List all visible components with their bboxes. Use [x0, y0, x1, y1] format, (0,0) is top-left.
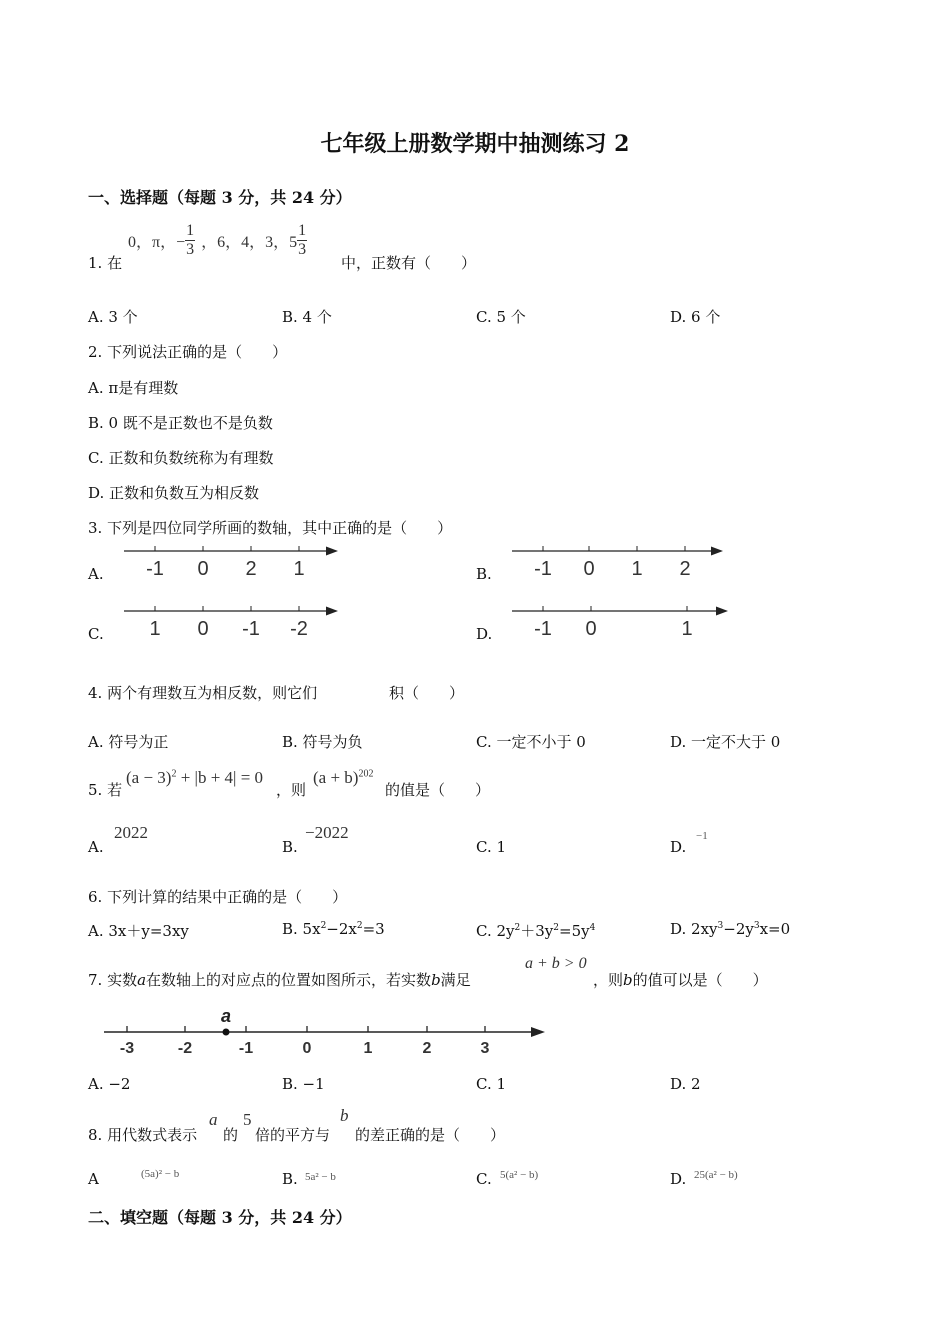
q6-d-s2: 3	[753, 921, 760, 931]
q6-stem: 6. 下列计算的结果中正确的是（ ）	[88, 888, 348, 906]
q1-option-a: A. 3 个	[88, 308, 138, 326]
q6-b-2: −2x	[326, 920, 357, 938]
q6-option-c	[476, 920, 595, 941]
q6-b-3: =3	[362, 920, 385, 938]
q4-option-b: B. 符号为负	[282, 733, 363, 751]
q4-option-d: D. 一定不大于 0	[670, 733, 781, 751]
axis-arrow	[326, 547, 338, 556]
q4-stem-b: 积（ ）	[389, 684, 465, 702]
q7-option-c: C. 1	[476, 1075, 507, 1093]
q8-option-a-label: A	[88, 1170, 99, 1188]
q7-var-b: b	[431, 971, 441, 989]
q7-stem-a: 7. 实数	[88, 971, 138, 989]
q6-c-2: ＋3y	[520, 922, 554, 940]
q3-stem: 3. 下列是四位同学所画的数轴，其中正确的是（ ）	[88, 519, 453, 537]
q6-c-s1: 2	[514, 923, 521, 933]
q3-number-line-c	[120, 602, 345, 642]
q1-frac2-denominator: 3	[298, 240, 307, 258]
q1-option-c: C. 5 个	[476, 308, 526, 326]
q8-option-c-label: C.	[476, 1170, 492, 1188]
q6-d-2: −2y	[723, 920, 754, 938]
q8-var-b: b	[340, 1106, 349, 1125]
q3-label-a: A.	[88, 565, 104, 583]
q2-stem: 2. 下列说法正确的是（ ）	[88, 343, 288, 361]
tick-label: 2	[679, 558, 691, 580]
q1-prefix: 1. 在	[88, 254, 123, 272]
tick-label: -1	[146, 558, 164, 580]
q3-number-line-d	[508, 602, 738, 642]
tick-label: -2	[290, 618, 308, 640]
q1-option-b: B. 4 个	[282, 308, 332, 326]
q6-b-s2: 2	[356, 921, 363, 931]
q7-stem	[88, 969, 471, 990]
q8-num5: 5	[243, 1110, 252, 1129]
q6-b-s1: 2	[320, 921, 327, 931]
tick-label: 1	[293, 558, 305, 580]
q8-option-d-label: D.	[670, 1170, 687, 1188]
q1-frac2-numerator: 1	[298, 222, 307, 239]
q8-option-b-value: 5a² − b	[305, 1171, 336, 1183]
q8-stem-c: 倍的平方与	[255, 1126, 331, 1144]
q7-option-d: D. 2	[670, 1075, 701, 1093]
q6-c-3: =5y	[559, 922, 590, 940]
q7-stem-c: 满足	[440, 971, 471, 989]
q8-option-a-value: (5a)² − b	[141, 1168, 180, 1180]
q5-mid: ，则	[276, 781, 307, 799]
q7-var-b2: b	[623, 971, 633, 989]
q1-frac1-denominator: 3	[186, 240, 195, 258]
q8-option-b-label: B.	[282, 1170, 298, 1188]
q7-stem-tail	[593, 969, 768, 990]
q8-var-a: a	[209, 1110, 218, 1129]
q3-label-c: C.	[88, 625, 104, 643]
q7-number-line	[100, 1005, 555, 1065]
axis-arrow	[716, 607, 728, 616]
q5-expr2: (a + b)	[313, 768, 359, 787]
q7-stem-e: 的值可以是（ ）	[632, 971, 768, 989]
q2-option-d: D. 正数和负数互为相反数	[88, 484, 260, 502]
q5-expression	[313, 768, 373, 788]
q4-option-c: C. 一定不小于 0	[476, 733, 586, 751]
q1-fraction-2	[297, 222, 307, 258]
q5-exp2: 202	[358, 768, 374, 780]
q5-suffix: 的值是（ ）	[385, 781, 491, 799]
tick-label: -1	[534, 558, 552, 580]
q4-option-a: A. 符号为正	[88, 733, 169, 751]
q8-stem-b: 的	[223, 1126, 239, 1144]
q4-stem-a: 4. 两个有理数互为相反数，则它们	[88, 684, 318, 702]
tick-label: 0	[585, 618, 597, 640]
q1-suffix: 中，正数有（ ）	[341, 254, 477, 272]
tick-label: -1	[242, 618, 260, 640]
axis-arrow	[531, 1027, 545, 1037]
tick-label: 2	[245, 558, 257, 580]
axis-arrow	[326, 607, 338, 616]
tick-label: 1	[681, 618, 693, 640]
q1-expr-b: ，6，4，3，5	[201, 233, 298, 251]
tick-label: 2	[422, 1040, 432, 1057]
q5-expr1: (a − 3)	[126, 768, 172, 787]
q7-option-b: B. −1	[282, 1075, 325, 1093]
q6-c-1: C. 2y	[476, 922, 515, 940]
q1-expr-a: 0，π，−	[128, 233, 186, 251]
q5-option-c: C. 1	[476, 838, 507, 856]
q3-number-line-b	[508, 542, 733, 582]
q1-fraction-1	[185, 222, 195, 258]
q5-option-b-value: −2022	[305, 823, 349, 842]
tick-label: 0	[302, 1040, 312, 1057]
q5-option-d-label: D.	[670, 838, 687, 856]
q8-option-c-value: 5(a² − b)	[500, 1169, 539, 1181]
section-2-heading: 二、填空题（每题 3 分，共 24 分）	[88, 1208, 352, 1227]
q2-option-b: B. 0 既不是正数也不是负数	[88, 414, 273, 432]
tick-label: 3	[480, 1040, 490, 1057]
q3-number-line-a	[120, 542, 345, 582]
q6-option-d	[670, 920, 790, 938]
q7-condition: a + b > 0	[525, 955, 587, 972]
tick-label: -1	[238, 1040, 254, 1057]
q6-c-s2: 2	[553, 923, 559, 933]
q5-option-b-label: B.	[282, 838, 298, 856]
tick-label: 0	[197, 618, 209, 640]
q6-d-3: x=0	[759, 920, 791, 938]
q6-c-s3: 4	[589, 923, 596, 933]
q5-option-a-value: 2022	[114, 823, 148, 842]
q1-option-d: D. 6 个	[670, 308, 721, 326]
q6-option-b	[282, 920, 385, 938]
q1-frac1-numerator: 1	[186, 222, 195, 239]
q5-expr1b: + |b + 4| = 0	[176, 768, 264, 787]
tick-label: -2	[177, 1040, 193, 1057]
tick-label: 0	[583, 558, 595, 580]
axis-arrow	[711, 547, 723, 556]
q5-option-a-label: A.	[88, 838, 104, 856]
q5-option-d-value: −1	[696, 830, 708, 842]
q6-d-s1: 3	[717, 921, 724, 931]
q7-var-a: a	[137, 971, 147, 989]
tick-label: 0	[197, 558, 209, 580]
q3-label-b: B.	[476, 565, 492, 583]
q8-stem-a: 8. 用代数式表示	[88, 1126, 198, 1144]
q6-option-a: A. 3x＋y=3xy	[88, 922, 189, 940]
q8-option-d-value: 25(a² − b)	[694, 1169, 738, 1181]
tick-label: 1	[149, 618, 161, 640]
q7-stem-d: ，则	[593, 971, 624, 989]
q6-d-1: D. 2xy	[670, 920, 718, 938]
q5-prefix: 5. 若	[88, 781, 123, 799]
q7-option-a: A. −2	[88, 1075, 131, 1093]
point-a	[223, 1029, 230, 1036]
q8-stem-d: 的差正确的是（ ）	[355, 1126, 506, 1144]
q6-b-1: B. 5x	[282, 920, 321, 938]
tick-label: 1	[631, 558, 643, 580]
q1-number-list	[128, 222, 307, 258]
q5-exp1: 2	[171, 768, 177, 780]
tick-label: 1	[363, 1040, 373, 1057]
tick-label: -3	[119, 1040, 135, 1057]
q5-condition	[126, 768, 263, 788]
q2-option-a: A. π是有理数	[88, 379, 179, 397]
q7-stem-b: 在数轴上的对应点的位置如图所示，若实数	[146, 971, 432, 989]
point-a-label: a	[220, 1006, 232, 1026]
q3-label-d: D.	[476, 625, 493, 643]
section-1-heading: 一、选择题（每题 3 分，共 24 分）	[88, 188, 352, 207]
tick-label: -1	[534, 618, 552, 640]
q2-option-c: C. 正数和负数统称为有理数	[88, 449, 274, 467]
page-title: 七年级上册数学期中抽测练习 2	[320, 131, 630, 157]
